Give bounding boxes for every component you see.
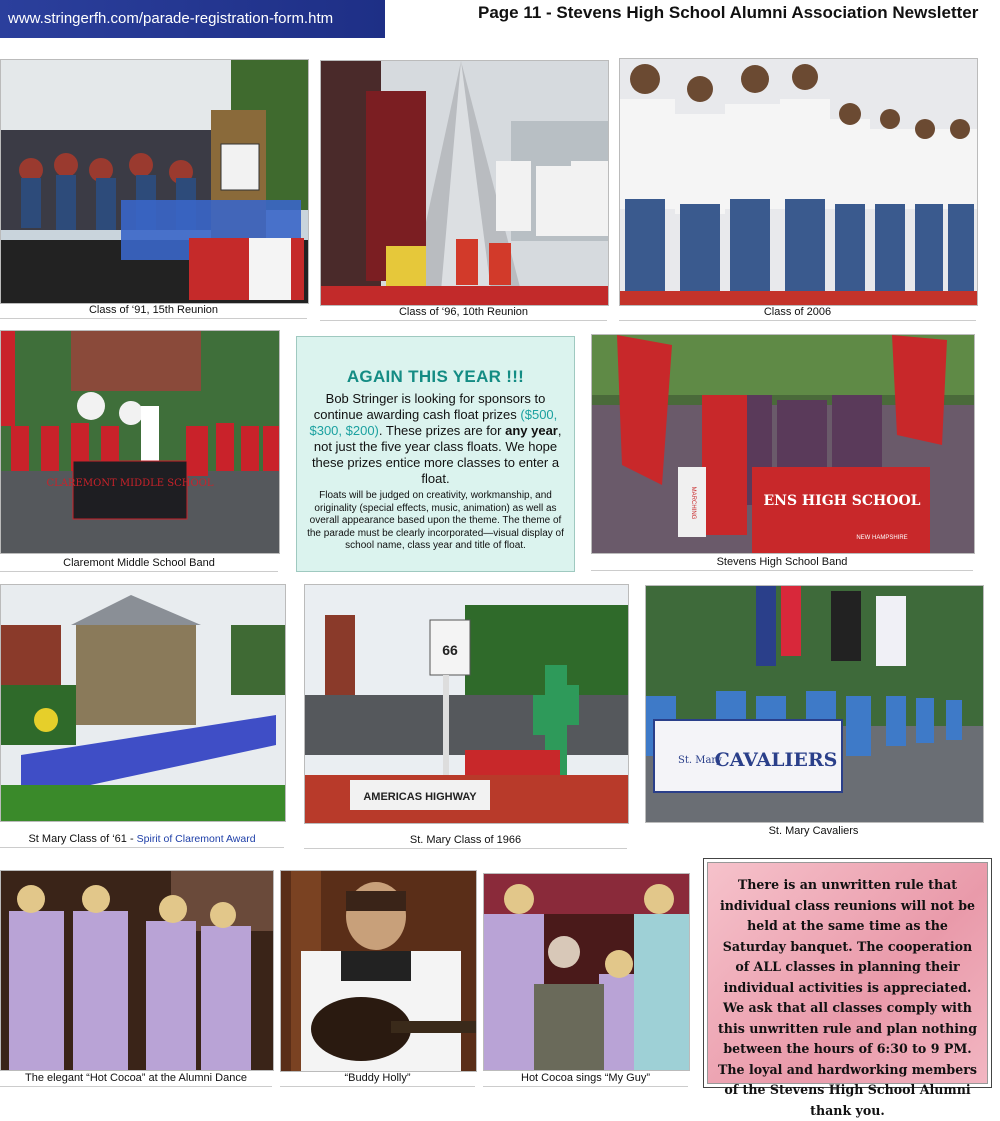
- page-title: Page 11 - Stevens High School Alumni Association Newsletter: [478, 3, 979, 22]
- float-prizes-notice: [296, 336, 575, 572]
- cavaliers-banner-small: St. Mary: [678, 755, 722, 766]
- caption-st-mary-cavaliers: St. Mary Cavaliers: [768, 825, 859, 837]
- photo-st-mary-61-float: [0, 584, 286, 822]
- photo-stevens-band: [591, 334, 975, 554]
- caption-st-mary-61: St Mary Class of ‘61 - Spirit of Claremont Award: [0, 833, 284, 848]
- caption-my-guy: Hot Cocoa sings “My Guy”: [483, 1072, 688, 1087]
- promo-body: Bob Stringer is looking for sponsors to continue awarding cash float prizes ($500, $300, $200). These prizes are for any year, not just the five year class floats. We hope these prizes entice more classes to enter a float.: [309, 391, 562, 486]
- caption-class-96: Class of ‘96, 10th Reunion: [320, 306, 607, 321]
- promo-heading: AGAIN THIS YEAR !!!: [346, 367, 525, 386]
- promo-details: Floats will be judged on creativity, workmanship, and originality (special effects, music, animation) as well as overall appearance based upon the theme. The theme of the parade must be clearly incorporated—visual display of school name, class year and title of float.: [307, 490, 564, 551]
- photo-hot-cocoa-dance: [0, 870, 274, 1071]
- caption-stevens-band: Stevens High School Band: [591, 556, 973, 571]
- reunion-rule-text: There is an unwritten rule that individual class reunions will not be held at the same time as the Saturday banquet. The cooperation of ALL classes in planning their individual activities is appreciated. We ask that all classes comply with this unwritten rule and plan nothing between the hours of 6:30 to 9 PM. The loyal and hardworking members of the Stevens High School Alumni thank you.: [707, 862, 988, 1084]
- caption-class-91: Class of ‘91, 15th Reunion: [0, 304, 307, 319]
- photo-hot-cocoa-my-guy: [483, 873, 690, 1071]
- cavaliers-banner-big: CAVALIERS: [714, 749, 838, 771]
- photo-buddy-holly: [280, 870, 477, 1072]
- caption-st-mary-66: St. Mary Class of 1966: [304, 834, 627, 849]
- photo-st-mary-66-float: [304, 584, 629, 824]
- stevens-banner-sub: NEW HAMPSHIRE: [856, 535, 908, 541]
- claremont-banner-text: CLAREMONT MIDDLE SCHOOL: [46, 478, 214, 489]
- photo-class-91-float: [0, 59, 309, 304]
- caption-claremont-band: Claremont Middle School Band: [0, 557, 278, 572]
- photo-class-2006-float: [619, 58, 978, 306]
- route66-sign-text: AMERICAS HIGHWAY: [363, 791, 477, 803]
- caption-class-2006: Class of 2006: [619, 306, 976, 321]
- photo-class-96-float: [320, 60, 609, 306]
- caption-hot-cocoa: The elegant “Hot Cocoa” at the Alumni Dance: [0, 1072, 272, 1087]
- reunion-rule-notice: [703, 858, 992, 1118]
- photo-st-mary-cavaliers: [645, 585, 984, 823]
- route66-shield-text: 66: [442, 642, 458, 658]
- stevens-side-flag-text: MARCHING: [690, 486, 696, 520]
- caption-buddy-holly: “Buddy Holly”: [280, 1072, 475, 1087]
- photo-claremont-band: [0, 330, 280, 554]
- spirit-award-label: Spirit of Claremont Award: [136, 833, 256, 845]
- stevens-banner-text: ENS HIGH SCHOOL: [763, 493, 921, 509]
- url-banner[interactable]: www.stringerfh.com/parade-registration-form.htm: [0, 0, 385, 38]
